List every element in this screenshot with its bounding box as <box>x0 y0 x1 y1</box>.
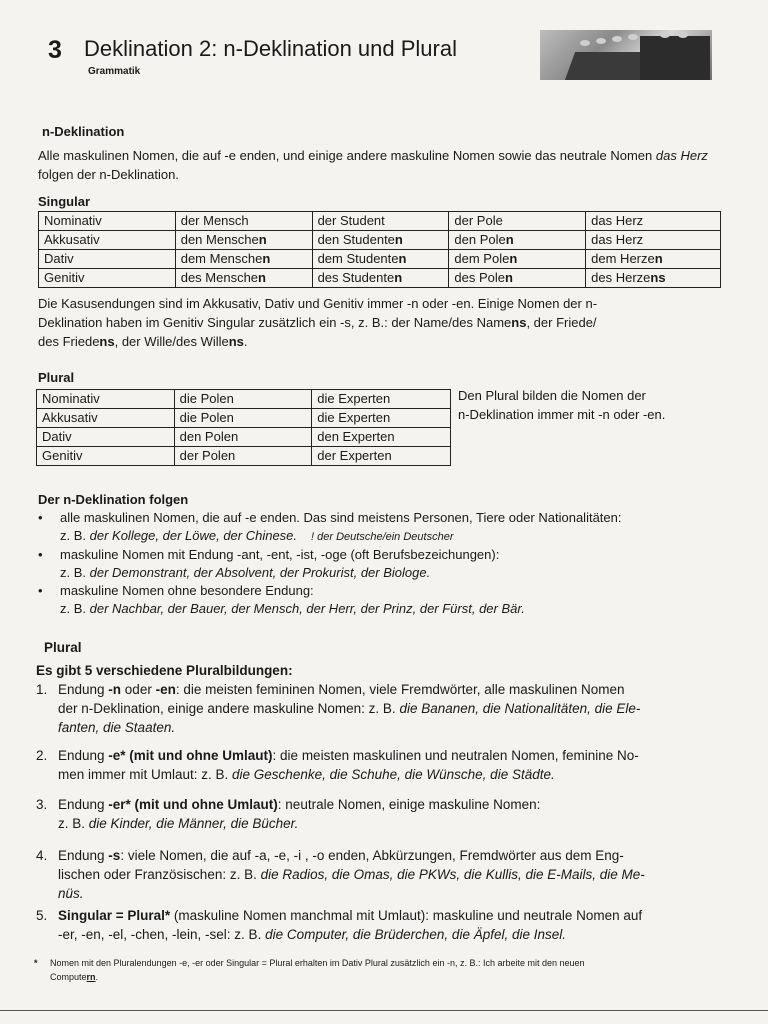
item-text: men immer mit Umlaut: z. B. <box>58 767 233 782</box>
ending: n <box>654 251 663 266</box>
item-text: z. B. <box>58 816 89 831</box>
stem: der Mensch <box>180 213 249 228</box>
ending: n <box>505 270 513 285</box>
stem: dem Mensche <box>180 251 263 266</box>
footnote-line: Nomen mit den Pluralendungen -e, -er oder Singular = Plural erhalten im Dativ Plural zusätzlich ein -n, z. B.: Ich arbeite mit den neuen <box>50 958 585 968</box>
form-cell <box>312 269 449 288</box>
stem: der Student <box>317 213 385 228</box>
folgen-heading: Der n-Deklination folgen <box>38 492 189 507</box>
stem: des Mensche <box>180 270 259 285</box>
item-text: lischen oder Französischen: z. B. <box>58 867 261 882</box>
ending: n <box>509 251 518 266</box>
singular-heading: Singular <box>38 194 91 209</box>
ending: n <box>505 232 514 247</box>
item-text: Endung <box>58 748 109 763</box>
form-cell <box>586 231 721 250</box>
item-text: : neutrale Nomen, einige maskuline Nomen: <box>277 797 541 812</box>
item-line <box>58 865 741 884</box>
intro-text-end: folgen der n-Deklination. <box>38 167 179 182</box>
zb-label: z. B. <box>60 528 90 543</box>
form-cell <box>175 250 312 269</box>
footnote-text: Compute <box>50 972 87 982</box>
plural-heading: Plural <box>44 640 82 655</box>
form-cell <box>312 231 449 250</box>
stem: dem Studente <box>317 251 399 266</box>
case-cell: Nominativ <box>37 390 175 409</box>
intro-italic: das Herz <box>655 148 708 163</box>
zb-label: z. B. <box>60 601 90 616</box>
table-row <box>39 212 721 231</box>
item-line <box>58 765 736 784</box>
note-line <box>38 332 728 351</box>
item-text: Endung <box>58 682 109 697</box>
chapter-number: 3 <box>48 36 62 64</box>
stem: das Herz <box>591 232 644 247</box>
form-cell: der Experten <box>312 447 451 466</box>
note-line <box>38 313 728 332</box>
stem: des Herze <box>591 270 651 285</box>
item-line <box>58 846 741 865</box>
list-item <box>36 509 736 546</box>
stem: den Pole <box>454 232 506 247</box>
case-cell: Akkusativ <box>39 231 176 250</box>
case-cell: Nominativ <box>39 212 176 231</box>
plural-item-3 <box>36 795 736 833</box>
form-cell: die Experten <box>312 409 451 428</box>
item-number: 2. <box>36 748 48 763</box>
stem: der Pole <box>454 213 503 228</box>
page-title: Deklination 2: n-Deklination und Plural <box>84 36 457 61</box>
stem: den Studente <box>317 232 395 247</box>
table-row <box>39 269 721 288</box>
form-cell <box>175 231 312 250</box>
note-text: Deklination haben im Genitiv Singular zusätzlich ein -s, z. B.: der Name/des Name <box>38 315 512 330</box>
item-line <box>58 925 746 944</box>
singular-note <box>38 294 728 351</box>
case-cell: Genitiv <box>37 447 175 466</box>
item-number: 1. <box>36 682 48 697</box>
table-row <box>37 428 451 447</box>
table-row <box>39 231 721 250</box>
note-line: Den Plural bilden die Nomen der <box>458 388 646 403</box>
ending: n <box>394 232 403 247</box>
item-text: Endung <box>58 848 109 863</box>
item-text: : die meisten femininen Nomen, viele Fremdwörter, alle maskulinen Nomen <box>175 682 625 697</box>
stem: des Pole <box>454 270 505 285</box>
form-cell: den Experten <box>312 428 451 447</box>
examples: die Bananen, die Nationalitäten, die Ele- <box>399 701 641 716</box>
item-line <box>58 906 746 925</box>
form-cell: die Experten <box>312 390 451 409</box>
form-cell <box>449 269 586 288</box>
case-cell: Akkusativ <box>37 409 175 428</box>
examples: nüs. <box>58 886 84 901</box>
ending: -n <box>108 682 122 697</box>
ending: ns <box>511 315 527 330</box>
item-line <box>58 718 736 737</box>
form-cell <box>586 212 721 231</box>
zb-label: z. B. <box>60 565 90 580</box>
item-text: oder <box>121 682 156 697</box>
folgen-list <box>36 509 736 618</box>
plural-item-4 <box>36 846 741 903</box>
ending: ns <box>650 270 666 285</box>
form-cell <box>175 269 312 288</box>
n-deklination-heading: n-Deklination <box>42 124 125 139</box>
case-cell: Genitiv <box>39 269 176 288</box>
form-cell: die Polen <box>174 390 312 409</box>
table-row <box>37 390 451 409</box>
note-text: . <box>243 334 248 349</box>
note-line: Die Kasusendungen sind im Akkusativ, Dativ und Genitiv immer -n oder -en. Einige Nomen der n- <box>38 296 598 311</box>
form-cell <box>312 250 449 269</box>
examples: die Computer, die Brüderchen, die Äpfel, die Insel. <box>265 927 567 942</box>
form-cell <box>586 250 721 269</box>
plural-item-5 <box>36 906 746 944</box>
examples: die Kinder, die Männer, die Bücher. <box>88 816 299 831</box>
footnote-line <box>50 970 746 984</box>
item-line <box>58 746 736 765</box>
table-row <box>37 409 451 428</box>
ending: n <box>262 251 271 266</box>
n-deklination-intro <box>38 146 718 184</box>
plural-item-1 <box>36 680 736 737</box>
ending: n <box>258 232 267 247</box>
item-text: der n-Deklination, einige andere maskuline Nomen: z. B. <box>58 701 400 716</box>
stem: den Mensche <box>180 232 259 247</box>
plural-subheading: Es gibt 5 verschiedene Pluralbildungen: <box>36 663 293 678</box>
stem: des Studente <box>317 270 395 285</box>
note-text: des Friede <box>38 334 100 349</box>
item-number: 4. <box>36 848 48 863</box>
form-cell: den Polen <box>174 428 312 447</box>
page-bottom-rule <box>0 1010 768 1011</box>
ending: n <box>258 270 266 285</box>
list-item <box>36 546 736 582</box>
lego-bricks-photo <box>540 30 712 80</box>
plural-table-heading: Plural <box>38 370 75 385</box>
exception-note: ! der Deutsche/ein Deutscher <box>311 531 454 543</box>
bullet-text: • maskuline Nomen ohne besondere Endung: <box>60 583 314 598</box>
form-cell: der Polen <box>174 447 312 466</box>
case-cell: Dativ <box>39 250 176 269</box>
ending: n <box>398 251 407 266</box>
item-text: (maskuline Nomen manchmal mit Umlaut): maskuline und neutrale Nomen auf <box>170 908 643 923</box>
item-text: -er, -en, -el, -chen, -lein, -sel: z. B. <box>58 927 266 942</box>
item-line <box>58 699 736 718</box>
bullet-examples <box>60 600 736 618</box>
form-cell <box>586 269 721 288</box>
examples: der Kollege, der Löwe, der Chinese. <box>89 528 298 543</box>
note-text: , der Wille/des Wille <box>114 334 229 349</box>
stem: dem Herze <box>591 251 655 266</box>
item-line <box>58 884 741 903</box>
footnote-star: * <box>34 958 38 968</box>
ending: ns <box>228 334 244 349</box>
item-text: : die meisten maskulinen und neutralen Nomen, feminine No- <box>272 748 639 763</box>
form-cell <box>312 212 449 231</box>
stem: dem Pole <box>454 251 510 266</box>
examples: der Nachbar, der Bauer, der Mensch, der Herr, der Prinz, der Fürst, der Bär. <box>89 601 525 616</box>
ending: Singular = Plural* <box>58 908 171 923</box>
plural-item-2 <box>36 746 736 784</box>
case-cell: Dativ <box>37 428 175 447</box>
list-item <box>36 582 736 618</box>
table-row <box>37 447 451 466</box>
ending: -er* (mit und ohne Umlaut) <box>108 797 278 812</box>
item-text: Endung <box>58 797 109 812</box>
examples: der Demonstrant, der Absolvent, der Prokurist, der Biologe. <box>89 565 431 580</box>
footnote-text: . <box>95 972 99 982</box>
footnote <box>34 956 746 984</box>
page-subtitle: Grammatik <box>88 66 141 77</box>
table-row <box>39 250 721 269</box>
item-number: 5. <box>36 908 48 923</box>
ending: -en <box>155 682 176 697</box>
item-line <box>58 795 736 814</box>
ending: -e* (mit und ohne Umlaut) <box>108 748 273 763</box>
examples: die Radios, die Omas, die PKWs, die Kullis, die E-Mails, die Me- <box>260 867 645 882</box>
item-line <box>58 814 736 833</box>
ending: rn <box>86 972 96 982</box>
bullet-text: • maskuline Nomen mit Endung -ant, -ent, -ist, -oge (oft Berufsbezeichungen): <box>60 547 500 562</box>
ending: n <box>394 270 403 285</box>
examples: fanten, die Staaten. <box>58 720 176 735</box>
singular-table <box>38 211 721 288</box>
note-line: n-Deklination immer mit -n oder -en. <box>458 407 666 422</box>
bullet-examples <box>60 564 736 582</box>
plural-table <box>36 389 451 466</box>
item-number: 3. <box>36 797 48 812</box>
stem: das Herz <box>591 213 644 228</box>
intro-text: Alle maskulinen Nomen, die auf -e enden, und einige andere maskuline Nomen sowie das neutrale Nomen <box>38 148 656 163</box>
form-cell: die Polen <box>174 409 312 428</box>
form-cell <box>449 250 586 269</box>
plural-side-note <box>458 386 728 424</box>
ending: ns <box>99 334 115 349</box>
examples: die Geschenke, die Schuhe, die Wünsche, die Städte. <box>232 767 555 782</box>
form-cell <box>449 231 586 250</box>
form-cell <box>449 212 586 231</box>
ending: -s <box>108 848 121 863</box>
bullet-examples <box>60 527 736 546</box>
item-line <box>58 680 736 699</box>
item-text: : viele Nomen, die auf -a, -e, -i , -o enden, Abkürzungen, Fremdwörter aus dem Eng- <box>120 848 624 863</box>
bullet-text: • alle maskulinen Nomen, die auf -e enden. Das sind meistens Personen, Tiere oder Nationalitäten: <box>60 510 622 525</box>
form-cell <box>175 212 312 231</box>
note-text: , der Friede/ <box>526 315 597 330</box>
